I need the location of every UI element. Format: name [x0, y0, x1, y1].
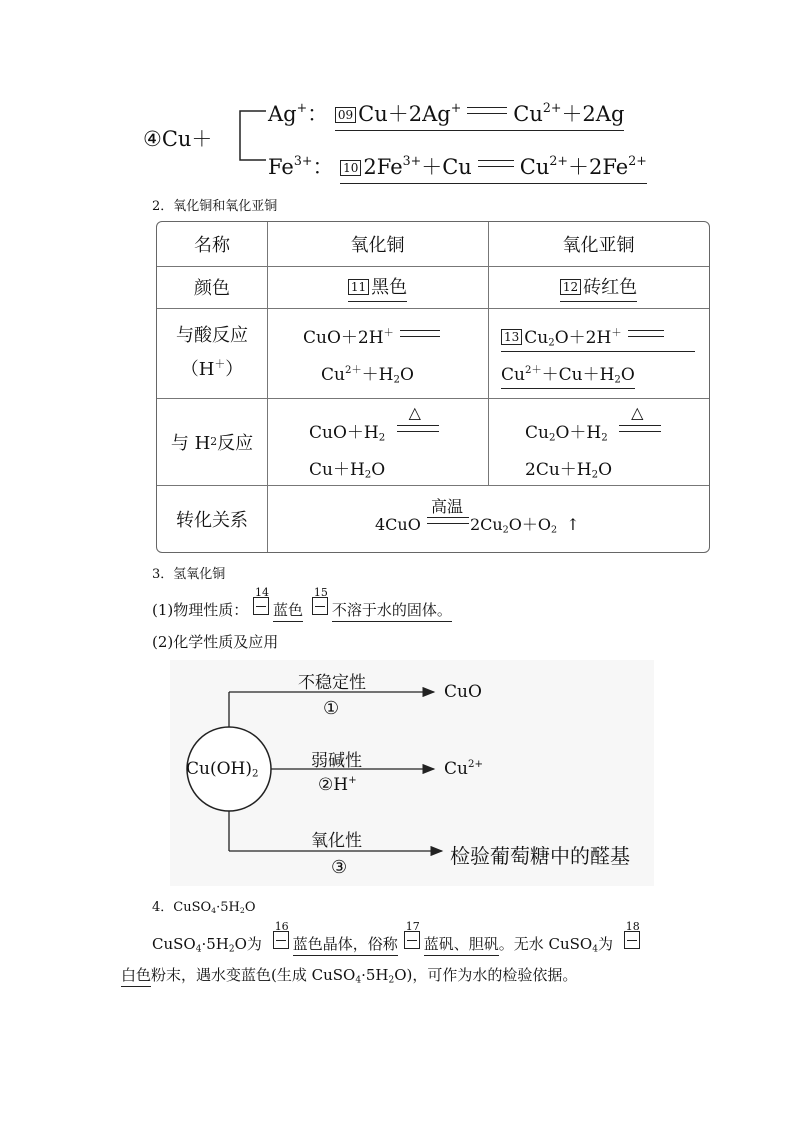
section3-chemical: (2)化学性质及应用 [152, 633, 279, 651]
cu2o-color: 12 砖红色 [488, 266, 709, 308]
cuo-color: 11 黑色 [267, 266, 488, 308]
route2-product: $Cu^{2+}$ [444, 758, 483, 779]
header-cu2o: 氧化亚铜 [562, 235, 635, 256]
header-cuo: 氧化铜 [350, 235, 405, 256]
gas-arrow-icon: ↑ [566, 515, 580, 534]
reaction4-label: ④Cu＋ [143, 127, 213, 151]
branch-bracket [232, 108, 268, 164]
oxide-table [156, 221, 710, 553]
cu2o-h2-eq-line1: $Cu_2O+H_2$ △ [525, 418, 663, 443]
diagram-center: $Cu(OH)_2$ [186, 759, 259, 780]
route1-product: CuO [444, 682, 482, 702]
route3-product: 检验葡萄糖中的醛基 [450, 844, 630, 868]
route2-condition: 弱碱性 [311, 751, 362, 771]
cu2o-acid-eq-line1: 13 $Cu_2O+2H^+$ [501, 323, 695, 352]
heat-symbol: △ [408, 403, 421, 422]
answer-number: 10 [340, 160, 361, 176]
cuo-acid-eq-line2: $Cu^{2+}+H_2O$ [321, 364, 414, 386]
row-h2-label: 与 H 2 反应 [170, 432, 254, 454]
reaction4-branch2: $Fe^{3+}$： 10 $2Fe^{3+}+Cu$ $Cu^{2+}+2Fe^{2+}$ [268, 151, 647, 184]
answer-number: 09 [335, 107, 356, 123]
condition-high-temp: 高温 [430, 497, 463, 516]
row-acid-label: 与酸反应 （H＋） [176, 325, 248, 380]
cuo-h2-eq-line1: $CuO+H_2$ △ [309, 418, 441, 443]
answer-number: 18 [624, 931, 640, 949]
section4-line2: 白色粉末，遇水变蓝色(生成 $CuSO_4\cdot 5H_2O$)，可作为水的检验依据。 [121, 966, 578, 986]
route3-number: ③ [331, 857, 348, 878]
row-color-label: 颜色 [194, 278, 230, 299]
section4-title: 4．$CuSO_4\cdot 5H_2O$ [152, 900, 256, 915]
answer-number: 17 [404, 931, 420, 949]
conversion-equation: 4CuO 高温 $2Cu_2O+O_2$ ↑ [375, 512, 580, 535]
answer-number: 12 [560, 279, 581, 295]
cu2o-acid-eq-line2: $Cu^{2+}+Cu+H_2O$ [501, 360, 635, 389]
route1-number: ① [323, 698, 340, 719]
route2-reagent: ②H+ [318, 774, 357, 795]
heat-symbol: △ [631, 403, 644, 422]
answer-number: 16 [273, 931, 289, 949]
cuo-h2-eq-line2: $Cu+H_2O$ [309, 460, 386, 481]
reaction4-branch1: Ag+： 09 Cu＋2Ag+ $Cu^{2+}+2Ag$ [268, 98, 624, 131]
header-name: 名称 [194, 235, 230, 256]
answer-number: 11 [348, 279, 369, 295]
section3-title: 3．氢氧化铜 [152, 567, 226, 582]
answer-number: 14 [253, 597, 269, 615]
route1-condition: 不稳定性 [298, 673, 366, 693]
route3-condition: 氧化性 [311, 831, 362, 851]
section3-physical: (1)物理性质： 14 蓝色 15 不溶于水的固体。 [152, 597, 452, 620]
answer-number: 15 [312, 597, 328, 615]
row-conv-label: 转化关系 [176, 509, 248, 531]
section2-title: 2．氧化铜和氧化亚铜 [152, 199, 278, 214]
cu2o-h2-eq-line2: $2Cu+H_2O$ [525, 460, 613, 481]
cuo-acid-eq-line1: CuO＋2H＋ [303, 323, 446, 348]
section4-line1: $CuSO_4\cdot 5H_2O$为 16 蓝色晶体，俗称 17 蓝矾、胆矾。无水 CuSO$_4$为 18 [152, 920, 640, 955]
answer-number: 13 [501, 329, 522, 345]
